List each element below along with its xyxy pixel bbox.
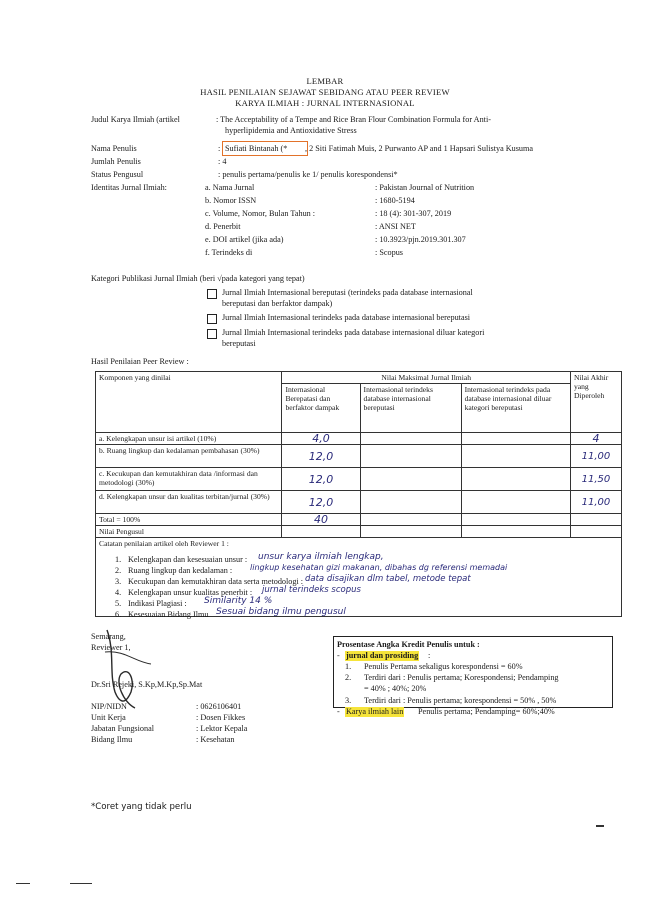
- kategori-checkbox-bereputasi[interactable]: [207, 314, 217, 324]
- row-empty-cell: [360, 491, 461, 514]
- catatan-item-note: data disajikan dlm tabel, metode tepat: [305, 574, 471, 584]
- row-empty-cell: [360, 514, 461, 526]
- total-label: Total = 100%: [96, 514, 282, 526]
- unit-kerja-value: : Dosen Fikkes: [196, 713, 246, 722]
- catatan-item-number: 1.: [115, 555, 122, 564]
- row-empty-cell: [461, 491, 570, 514]
- row-empty-cell: [360, 526, 461, 538]
- jumlah-value: : 4: [218, 157, 227, 166]
- footnote: *Coret yang tidak perlu: [91, 802, 192, 812]
- jabatan-label: Jabatan Fungsional: [91, 724, 154, 733]
- hasil-penilaian-label: Hasil Penilaian Peer Review :: [91, 357, 189, 366]
- row-empty-cell: [360, 445, 461, 468]
- header-nilai-akhir: Nilai Akhir yang Diperoleh: [570, 372, 621, 433]
- scan-mark: [16, 883, 30, 884]
- row-empty-cell: [461, 445, 570, 468]
- jurnal-row-value: : 18 (4): 301-307, 2019: [375, 209, 452, 218]
- kategori-option-2: Jurnal Ilmiah Internasional terindeks pada database internasional bereputasi: [222, 313, 471, 322]
- jurnal-row-value: : ANSI NET: [375, 222, 416, 231]
- status-value: : penulis pertama/penulis ke 1/ penulis korespondensi*: [218, 170, 398, 179]
- bidang-ilmu-value: : Kesehatan: [196, 735, 235, 744]
- row-label: c. Kecukupan dan kemutakhiran data /informasi dan metodologi (30%): [96, 468, 282, 491]
- kredit-line-1: Penulis Pertama sekaligus korespondensi = 60%: [364, 662, 523, 671]
- row-max-value: 12,0: [282, 445, 360, 468]
- nip-value: : 0626106401: [196, 702, 242, 711]
- jurnal-row-key: b. Nomor ISSN: [205, 196, 257, 205]
- row-akhir-value: 11,00: [570, 491, 621, 514]
- kredit-dash: -: [337, 651, 340, 660]
- kategori-label: Kategori Publikasi Jurnal Ilmiah (beri √pada kategori yang tepat): [91, 274, 305, 283]
- kategori-checkbox-diluar-kategori[interactable]: [207, 329, 217, 339]
- judul-value-line2: hyperlipidemia and Antioxidative Stress: [225, 126, 357, 135]
- jumlah-label: Jumlah Penulis: [91, 157, 141, 166]
- scan-mark: [596, 825, 604, 827]
- catatan-item-text: Kelengkapan unsur kualitas penerbit :: [128, 588, 253, 597]
- row-empty-cell: [461, 514, 570, 526]
- table-row: [96, 433, 622, 445]
- title-hasil-penilaian: HASIL PENILAIAN SEJAWAT SEBIDANG ATAU PEER REVIEW: [200, 87, 450, 97]
- catatan-item-text: Kelengkapan dan kesesuaian unsur :: [128, 555, 248, 564]
- kredit-line-2-values: = 40% ; 40%; 20%: [364, 684, 427, 693]
- row-empty-cell: [570, 514, 621, 526]
- jurnal-row-key: a. Nama Jurnal: [205, 183, 255, 192]
- header-col-diluar-kategori: Internasional terindeks pada database internasional diluar kategori bereputasi: [461, 384, 570, 433]
- kategori-option-3-cont: bereputasi: [222, 339, 256, 348]
- jurnal-row-key: f. Terindeks di: [205, 248, 253, 257]
- row-empty-cell: [360, 468, 461, 491]
- kategori-option-1-cont: bereputasi dan berfaktor dampak): [222, 299, 333, 308]
- catatan-item-number: 3.: [115, 577, 122, 586]
- row-empty-cell: [461, 526, 570, 538]
- kredit-karya-ilmiah-lain-rest: Penulis pertama; Pendamping= 60%;40%: [418, 707, 555, 716]
- catatan-item-note: unsur karya ilmiah lengkap,: [258, 552, 384, 562]
- penulis-label: Nama Penulis: [91, 144, 137, 153]
- kredit-title: Prosentase Angka Kredit Penulis untuk :: [337, 640, 480, 649]
- table-row: [96, 445, 622, 468]
- row-empty-cell: [282, 526, 360, 538]
- row-akhir-value: 11,50: [570, 468, 621, 491]
- kategori-option-3: Jurnal Ilmiah Internasional terindeks pada database internasional diluar kategori: [222, 328, 485, 337]
- signature-name: Dr.Sri Rejeki, S.Kp,M.Kp,Sp.Mat: [91, 680, 203, 689]
- kredit-dash: -: [337, 707, 340, 716]
- kredit-item-number: 2.: [345, 673, 352, 682]
- kategori-checkbox-bereputasi-dampak[interactable]: [207, 289, 217, 299]
- header-col-bereputasi-dampak: Internasional Berepatasi dan berfaktor dampak: [282, 384, 360, 433]
- row-empty-cell: [461, 468, 570, 491]
- catatan-item-number: 4.: [115, 588, 122, 597]
- catatan-item-number: 5.: [115, 599, 122, 608]
- judul-label: Judul Karya Ilmiah (artikel: [91, 115, 180, 124]
- row-akhir-value: 11,00: [570, 445, 621, 468]
- table-row-total: [96, 514, 622, 526]
- catatan-item-text: Indikasi Plagiasi :: [128, 599, 187, 608]
- penulis-colon: :: [218, 144, 221, 153]
- catatan-item-note: jurnal terindeks scopus: [262, 585, 361, 595]
- row-max-value: 12,0: [282, 491, 360, 514]
- row-empty-cell: [461, 433, 570, 445]
- kredit-karya-ilmiah-lain: Karya ilmiah lain: [346, 707, 404, 716]
- jurnal-row-value: : Scopus: [375, 248, 403, 257]
- scan-mark: [70, 883, 92, 884]
- catatan-item-number: 6.: [115, 610, 122, 619]
- catatan-item-text: Ruang lingkup dan kedalaman :: [128, 566, 233, 575]
- row-label: b. Ruang lingkup dan kedalaman pembahasan (30%): [96, 445, 282, 468]
- jurnal-row-key: c. Volume, Nomor, Bulan Tahun :: [205, 209, 316, 218]
- header-komponen: Komponen yang dinilai: [96, 372, 282, 433]
- penulis-highlight-name: Sufiati Bintanah (*: [225, 144, 288, 153]
- catatan-item-number: 2.: [115, 566, 122, 575]
- row-max-value: 4,0: [282, 433, 360, 445]
- kredit-line-2: Terdiri dari : Penulis pertama; Korespondensi; Pendamping: [364, 673, 559, 682]
- jurnal-row-value: : 1680-5194: [375, 196, 415, 205]
- jurnal-row-key: d. Penerbit: [205, 222, 241, 231]
- kredit-jurnal-prosiding: jurnal dan prosiding: [346, 651, 419, 660]
- kredit-item-number: 1.: [345, 662, 352, 671]
- catatan-item-text: Kesesuaian Bidang Ilmu: [128, 610, 209, 619]
- jurnal-row-key: e. DOI artikel (jika ada): [205, 235, 284, 244]
- catatan-item-note: Similarity 14 %: [204, 596, 273, 606]
- row-max-value: 12,0: [282, 468, 360, 491]
- pengusul-label: Nilai Pengusul: [96, 526, 282, 538]
- row-label: d. Kelengkapan unsur dan kualitas terbitan/jurnal (30%): [96, 491, 282, 514]
- signature-scribble: [95, 622, 165, 712]
- jurnal-identitas-label: Identitas Jurnal Ilmiah:: [91, 183, 167, 192]
- nip-label: NIP/NIDN: [91, 702, 127, 711]
- kredit-item-number: 3.: [345, 696, 352, 705]
- kredit-line-3: Terdiri dari : Penulis pertama; korespondensi = 50% , 50%: [364, 696, 557, 705]
- catatan-item-note: Sesuai bidang ilmu pengusul: [216, 607, 346, 617]
- catatan-label: Catatan penilaian artikel oleh Reviewer 1 :: [99, 539, 229, 548]
- kredit-colon: :: [428, 651, 431, 660]
- table-row: [96, 491, 622, 514]
- header-nilai-maksimal: Nilai Maksimal Jurnal Ilmiah: [282, 372, 571, 384]
- judul-value-line1: : The Acceptability of a Tempe and Rice Bran Flour Combination Formula for Anti-: [216, 115, 491, 124]
- status-label: Status Pengusul: [91, 170, 144, 179]
- kategori-option-1: Jurnal Ilmiah Internasional bereputasi (terindeks pada database internasional: [222, 288, 473, 297]
- table-row-pengusul: [96, 526, 622, 538]
- total-max-value: 40: [282, 514, 360, 526]
- signature-place: Semarang,: [91, 632, 126, 641]
- catatan-item-text: Kecukupan dan kemutakhiran data serta metodologi :: [128, 577, 304, 586]
- table-row: [96, 468, 622, 491]
- row-akhir-value: 4: [570, 433, 621, 445]
- row-empty-cell: [360, 433, 461, 445]
- unit-kerja-label: Unit Kerja: [91, 713, 126, 722]
- header-col-bereputasi: Internasional terindeks database internasional bereputasi: [360, 384, 461, 433]
- penulis-other-authors: , 2 Siti Fatimah Muis, 2 Purwanto AP and 1 Hapsari Sulistya Kusuma: [305, 144, 534, 153]
- signature-role: Reviewer 1,: [91, 643, 131, 652]
- jurnal-row-value: : 10.3923/pjn.2019.301.307: [375, 235, 466, 244]
- catatan-item-note: lingkup kesehatan gizi makanan, dibahas dg referensi memadai: [250, 563, 508, 572]
- title-lembar: LEMBAR: [306, 76, 344, 86]
- row-label: a. Kelengkapan unsur isi artikel (10%): [96, 433, 282, 445]
- jurnal-row-value: : Pakistan Journal of Nutrition: [375, 183, 475, 192]
- row-empty-cell: [570, 526, 621, 538]
- jabatan-value: : Lektor Kepala: [196, 724, 248, 733]
- title-karya-ilmiah: KARYA ILMIAH : JURNAL INTERNASIONAL: [235, 98, 415, 108]
- bidang-ilmu-label: Bidang Ilmu: [91, 735, 133, 744]
